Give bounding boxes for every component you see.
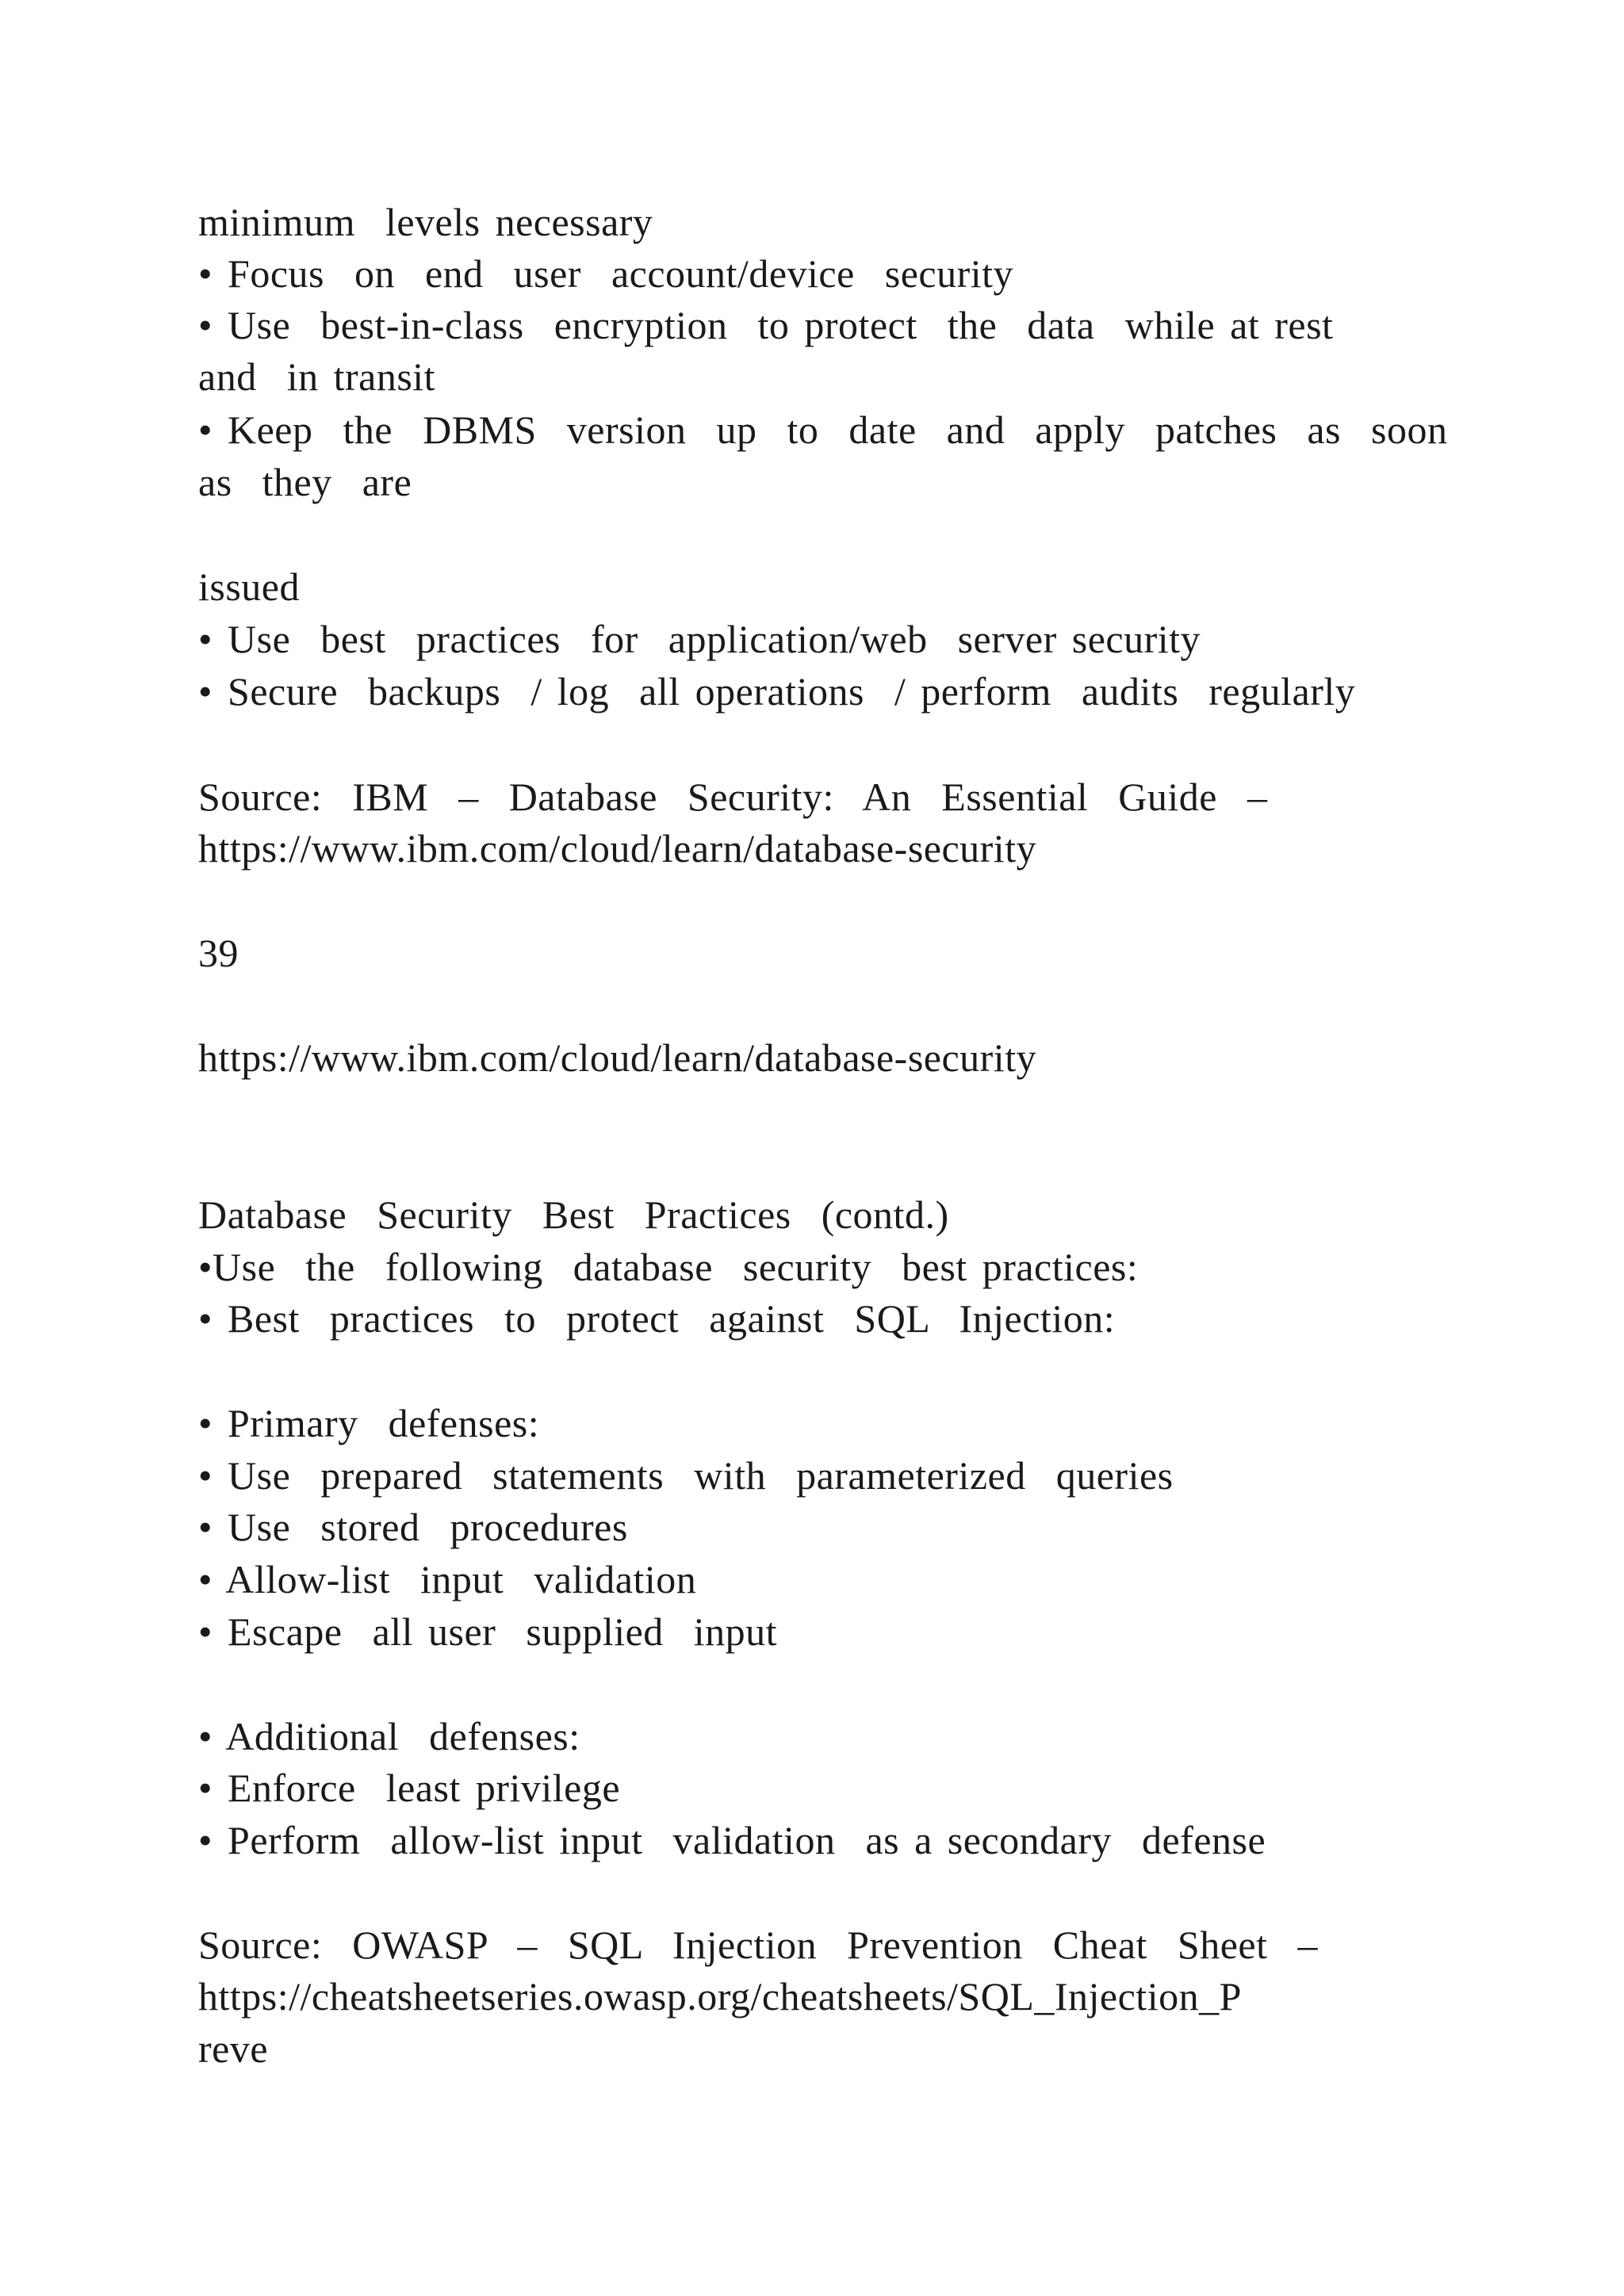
text-line: issued <box>198 564 300 609</box>
bullet-item: • Use best practices for application/web server security <box>198 617 1201 661</box>
source-citation: Source: OWASP – SQL Injection Prevention Cheat Sheet – <box>198 1923 1319 1967</box>
bullet-item: •Use the following database security best practices: <box>198 1245 1139 1289</box>
source-url: https://cheatsheetseries.owasp.org/cheatsheets/SQL_Injection_P <box>198 1974 1242 2019</box>
bullet-item: • Use prepared statements with parameterized queries <box>198 1453 1174 1498</box>
source-url: https://www.ibm.com/cloud/learn/database-security <box>198 826 1037 871</box>
bullet-item: • Allow-list input validation <box>198 1557 697 1601</box>
bullet-item: • Escape all user supplied input <box>198 1609 778 1654</box>
bullet-item: • Enforce least privilege <box>198 1766 621 1810</box>
bullet-item: • Keep the DBMS version up to date and apply patches as soon <box>198 408 1448 452</box>
bullet-item: • Focus on end user account/device security <box>198 251 1014 296</box>
bullet-item: • Use stored procedures <box>198 1505 628 1549</box>
text-line: and in transit <box>198 354 436 399</box>
source-url: https://www.ibm.com/cloud/learn/database-security <box>198 1035 1037 1080</box>
source-url: reve <box>198 2026 269 2071</box>
section-heading: Database Security Best Practices (contd.) <box>198 1192 949 1237</box>
page-number: 39 <box>198 931 239 975</box>
bullet-item: • Additional defenses: <box>198 1714 580 1758</box>
text-line: minimum levels necessary <box>198 200 653 244</box>
source-citation: Source: IBM – Database Security: An Essential Guide – <box>198 775 1268 819</box>
bullet-item: • Secure backups / log all operations / perform audits regularly <box>198 669 1356 714</box>
bullet-item: • Best practices to protect against SQL Injection: <box>198 1296 1116 1341</box>
bullet-item: • Primary defenses: <box>198 1401 540 1445</box>
bullet-item: • Use best-in-class encryption to protect the data while at rest <box>198 303 1334 347</box>
bullet-item: • Perform allow-list input validation as a secondary defense <box>198 1818 1266 1862</box>
text-line: as they are <box>198 460 412 504</box>
